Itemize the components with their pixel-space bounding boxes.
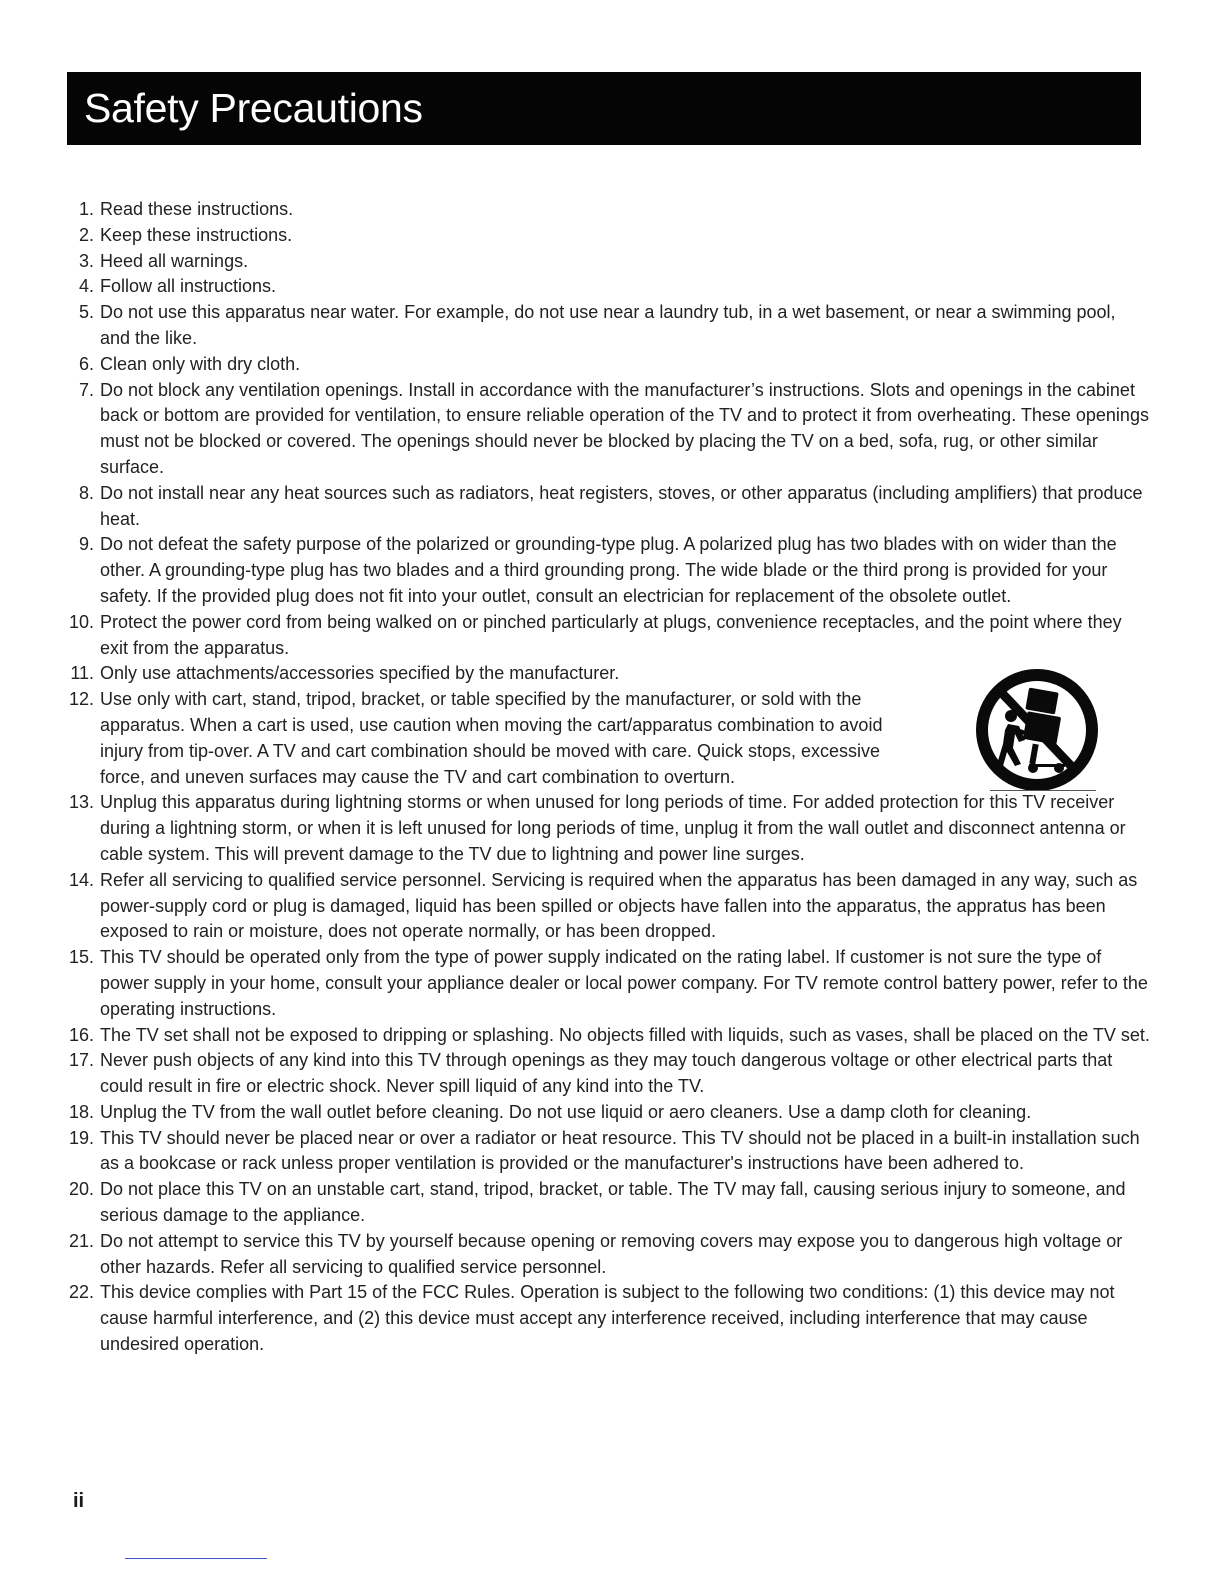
item-number: 5.	[78, 302, 94, 323]
item-text: Do not install near any heat sources such as radiators, heat registers, stoves, or other apparatus (including amplifiers) that produce heat.	[100, 482, 1143, 529]
item-text: This TV should never be placed near or over a radiator or heat resource. This TV should not be placed in a built-in installation such as a bookcase or rack unless proper ventilation is provided or the manufacturer's instructions have been adhered to.	[100, 1127, 1140, 1174]
item-text: Unplug the TV from the wall outlet before cleaning. Do not use liquid or aero cleaners. Use a damp cloth for cleaning.	[100, 1101, 1032, 1122]
section-header	[67, 72, 1141, 145]
item-text: Do not use this apparatus near water. For example, do not use near a laundry tub, in a wet basement, or near a swimming pool, and the like.	[100, 302, 1116, 348]
list-item	[60, 1023, 1150, 1049]
item-number: 10.	[68, 611, 94, 632]
item-number: 7.	[78, 379, 94, 400]
item-text: Only use attachments/accessories specified by the manufacturer.	[100, 663, 620, 684]
item-number: 22.	[68, 1282, 94, 1303]
cart-tip-over-warning-icon	[975, 668, 1099, 792]
item-text: Use only with cart, stand, tripod, bracket, or table specified by the manufacturer, or sold with the apparatus. When a cart is used, use caution when moving the cart/apparatus combination to avoid injury from tip-over. A TV and cart combination should be moved with care. Quick stops, excessive force, and uneven surfaces may cause the TV and cart combination to overturn.	[100, 689, 883, 787]
item-number: 8.	[78, 482, 94, 503]
list-item	[60, 1100, 1150, 1126]
list-item	[60, 790, 1150, 867]
item-number: 12.	[68, 689, 94, 710]
list-item	[60, 532, 1150, 609]
list-item	[60, 1048, 1150, 1100]
list-item	[60, 1229, 1150, 1281]
item-number: 16.	[68, 1024, 94, 1045]
item-number: 3.	[78, 250, 94, 271]
list-item	[60, 378, 1150, 481]
item-number: 19.	[68, 1127, 94, 1148]
list-item	[60, 197, 1150, 223]
footer-rule	[125, 1558, 267, 1559]
list-item	[60, 249, 1150, 275]
item-text: Do not place this TV on an unstable cart, stand, tripod, bracket, or table. The TV may fall, causing serious injury to someone, and serious damage to the appliance.	[100, 1179, 1126, 1226]
item-text: Follow all instructions.	[100, 276, 277, 297]
item-number: 9.	[78, 534, 94, 555]
page-title: Safety Precautions	[84, 85, 423, 131]
list-item	[60, 223, 1150, 249]
item-text: The TV set shall not be exposed to dripping or splashing. No objects filled with liquids, such as vases, shall be placed on the TV set.	[100, 1024, 1150, 1045]
list-item	[60, 868, 1150, 945]
item-text: Protect the power cord from being walked on or pinched particularly at plugs, convenience receptacles, and the point where they exit from the apparatus.	[100, 611, 1122, 658]
item-text: Do not attempt to service this TV by yourself because opening or removing covers may expose you to dangerous high voltage or other hazards. Refer all servicing to qualified service personnel.	[100, 1230, 1123, 1277]
item-text: Keep these instructions.	[100, 224, 293, 245]
icon-baseline	[990, 790, 1096, 791]
item-number: 21.	[68, 1230, 94, 1251]
list-item	[60, 610, 1150, 662]
item-number: 13.	[68, 792, 94, 813]
list-item	[60, 274, 1150, 300]
item-number: 11.	[70, 663, 94, 684]
item-text: Do not defeat the safety purpose of the polarized or grounding-type plug. A polarized plug has two blades with on wider than the other. A grounding-type plug has two blades and a third grounding prong. The wide blade or the third prong is provided for your safety. If the provided plug does not fit into your outlet, consult an electrician for replacement of the obsolete outlet.	[100, 534, 1117, 606]
list-item	[60, 1126, 1150, 1178]
item-text: This TV should be operated only from the type of power supply indicated on the rating label. If customer is not sure the type of power supply in your home, consult your appliance dealer or local power company. For TV remote control battery power, refer to the operating instructions.	[100, 947, 1148, 1019]
page-number: ii	[73, 1490, 85, 1512]
list-item	[60, 1177, 1150, 1229]
item-number: 17.	[68, 1050, 94, 1071]
item-text: Unplug this apparatus during lightning storms or when unused for long periods of time. For added protection for this TV receiver during a lightning storm, or when it is left unused for long periods of time, unplug it from the wall outlet and disconnect antenna or cable system. This will prevent damage to the TV due to lightning and power line surges.	[100, 792, 1126, 864]
item-number: 18.	[68, 1101, 94, 1122]
list-item	[60, 352, 1150, 378]
list-item	[60, 1280, 1150, 1357]
item-number: 2.	[78, 224, 94, 245]
item-text: Heed all warnings.	[100, 250, 249, 271]
list-item	[60, 300, 1150, 352]
item-number: 15.	[68, 947, 94, 968]
item-text: Never push objects of any kind into this TV through openings as they may touch dangerous voltage or other electrical parts that could result in fire or electric shock. Never spill liquid of any kind into the TV.	[100, 1050, 1113, 1097]
item-text: Refer all servicing to qualified service personnel. Servicing is required when the apparatus has been damaged in any way, such as power-supply cord or plug is damaged, liquid has been spilled or objects have fallen into the apparatus, the appratus has been exposed to rain or moisture, does not operate normally, or has been dropped.	[100, 869, 1138, 942]
item-number: 4.	[78, 276, 94, 297]
item-number: 20.	[68, 1179, 94, 1200]
cart-tip-over-warning-icon-graphic	[975, 668, 1099, 792]
list-item	[60, 481, 1150, 533]
item-number: 14.	[68, 869, 94, 890]
item-text: This device complies with Part 15 of the FCC Rules. Operation is subject to the following two conditions: (1) this device may not cause harmful interference, and (2) this device must accept any interference received, including interference that may cause undesired operation.	[100, 1282, 1115, 1355]
item-text: Clean only with dry cloth.	[100, 353, 301, 374]
list-item	[60, 945, 1150, 1022]
item-number: 1.	[78, 199, 94, 219]
item-text: Do not block any ventilation openings. Install in accordance with the manufacturer’s instructions. Slots and openings in the cabinet back or bottom are provided for ventilation, to ensure reliable operation of the TV and to protect it from overheating. These openings must not be blocked or covered. The openings should never be blocked by placing the TV on a bed, sofa, rug, or other similar surface.	[100, 379, 1149, 477]
item-number: 6.	[78, 353, 94, 374]
item-text: Read these instructions.	[100, 199, 294, 219]
